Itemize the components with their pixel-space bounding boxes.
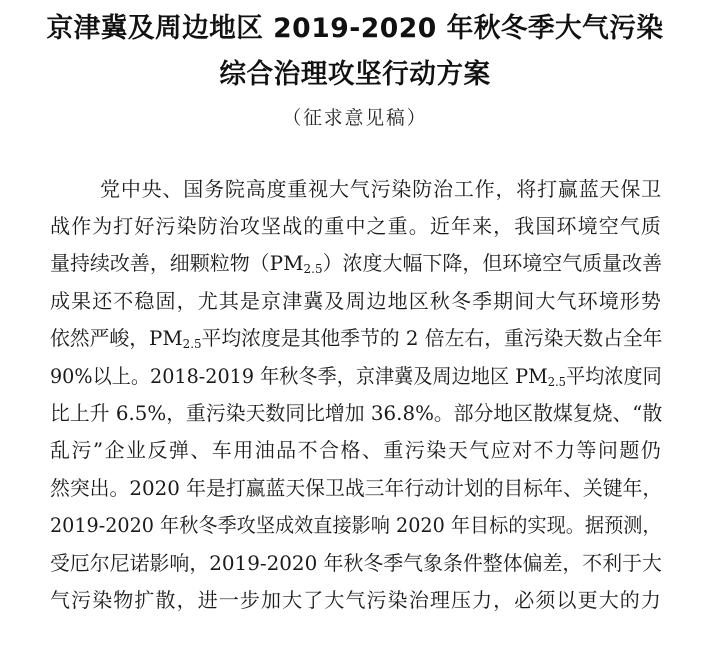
- body-line: 乱污”企业反弹、车用油品不合格、重污染天气应对不力等问题仍: [50, 438, 663, 462]
- subscript-text: 2.5: [547, 375, 567, 389]
- body-text-fragment: ）浓度大幅下降，但环境空气质量改善: [322, 251, 663, 275]
- body-text-fragment: 依然严峻，PM: [50, 326, 183, 350]
- body-line: 2019-2020 年秋冬季攻坚成效直接影响 2020 年目标的实现。据预测，: [50, 513, 662, 537]
- body-line: [50, 364, 662, 388]
- body-line: 战作为打好污染防治攻坚战的重中之重。近年来，我国环境空气质: [50, 214, 662, 238]
- subscript-text: 2.5: [303, 262, 323, 276]
- body-line: 比上升 6.5%，重污染天数同比增加 36.8%。部分地区散煤复烧、“散: [50, 401, 663, 425]
- document-title-line-1: 京津冀及周边地区 2019-2020 年秋冬季大气污染: [46, 13, 664, 44]
- body-text-fragment: 90%以上。2018-2019 年秋冬季，京津冀及周边地区 PM: [50, 364, 548, 388]
- document-title-line-2: 综合治理攻坚行动方案: [219, 59, 491, 90]
- body-line: 成果还不稳固，尤其是京津冀及周边地区秋冬季期间大气环境形势: [50, 289, 662, 313]
- body-line: 受厄尔尼诺影响，2019-2020 年秋冬季气象条件整体偏差，不利于大: [50, 551, 662, 575]
- body-text-fragment: 量持续改善，细颗粒物（PM: [50, 251, 304, 275]
- subscript-text: 2.5: [182, 337, 202, 351]
- body-line: [50, 326, 662, 350]
- body-line: 党中央、国务院高度重视大气污染防治工作，将打赢蓝天保卫: [100, 177, 662, 201]
- body-line: 气污染物扩散，进一步加大了大气污染治理压力，必须以更大的力: [50, 588, 662, 612]
- body-text-fragment: 平均浓度同: [566, 364, 662, 388]
- document-subtitle: （征求意见稿）: [282, 107, 428, 129]
- body-line: 然突出。2020 年是打赢蓝天保卫战三年行动计划的目标年、关键年，: [50, 476, 663, 500]
- body-line: [50, 251, 662, 275]
- body-text-fragment: 平均浓度是其他季节的 2 倍左右，重污染天数占全年: [201, 326, 663, 350]
